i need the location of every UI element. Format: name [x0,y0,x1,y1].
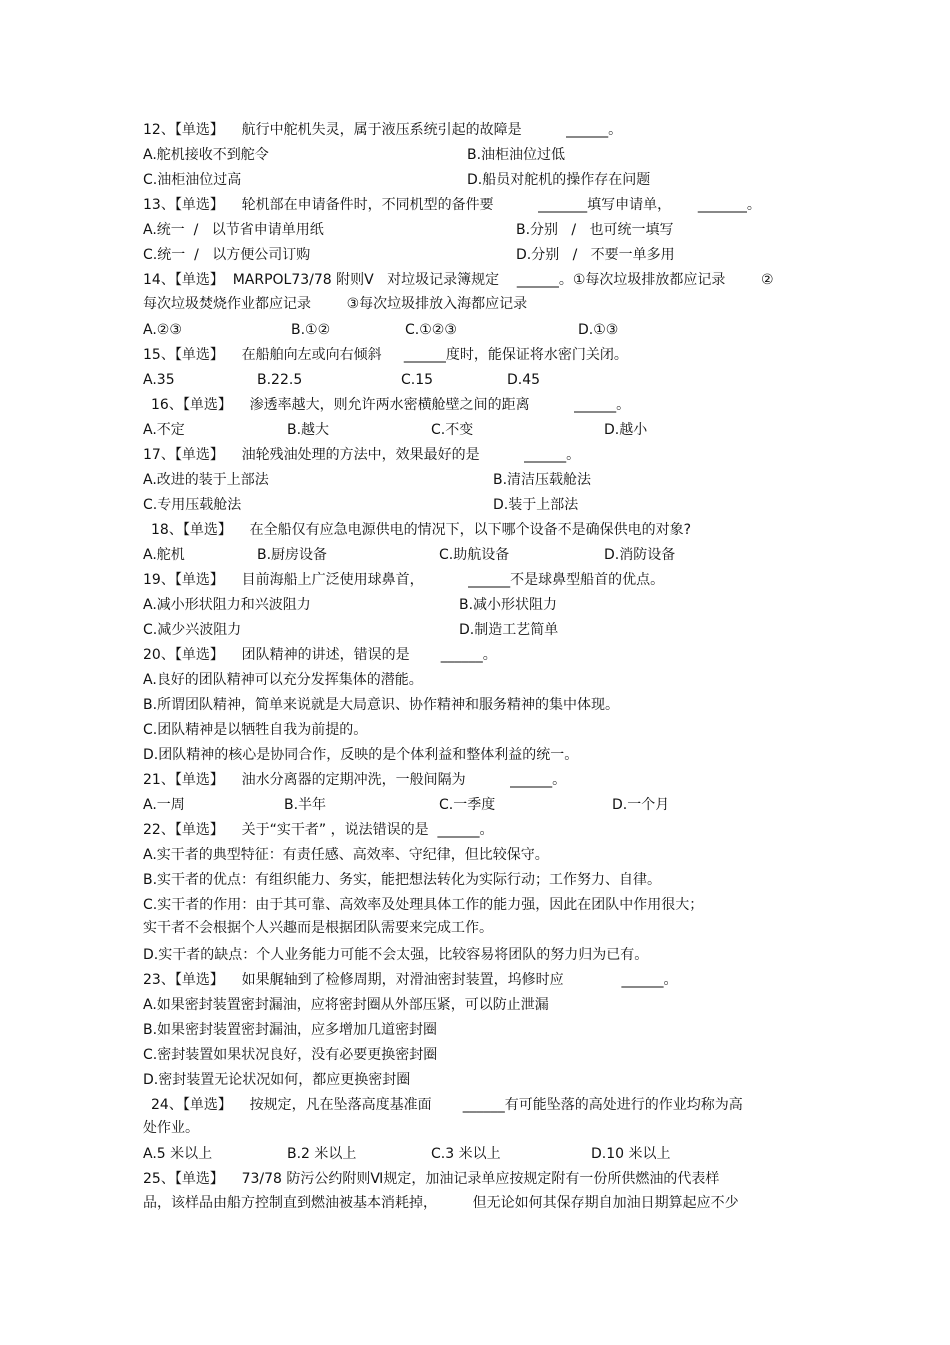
option-d: D.①③ [578,322,619,338]
option-b: B.油柜油位过低 [467,147,566,163]
option-b: B.厨房设备 [257,547,328,563]
option-c: C.统一 / 以方便公司订购 [143,247,311,263]
option-d: D.装于上部法 [493,497,579,513]
option-a: A.如果密封装置密封漏油，应将密封圈从外部压紧，可以防止泄漏 [143,997,549,1013]
option-a: A.良好的团队精神可以充分发挥集体的潜能。 [143,672,423,688]
option-c: C.3 米以上 [431,1146,501,1162]
option-c-cont: 实干者不会根据个人兴趣而是根据团队需要来完成工作。 [143,920,493,936]
option-d: D.45 [507,372,541,388]
option-d: D.一个月 [612,797,670,813]
option-b: B.分别 / 也可统一填写 [516,222,674,238]
option-b: B.实干者的优点：有组织能力、务实，能把想法转化为实际行动；工作努力、自律。 [143,872,662,888]
question-14-stem-cont: 每次垃圾焚烧作业都应记录 ③每次垃圾排放入海都应记录 [143,296,528,312]
option-d: D.制造工艺简单 [459,622,559,638]
option-a: A.改进的装于上部法 [143,472,269,488]
option-b: B.22.5 [257,372,303,388]
option-a: A.舵机接收不到舵令 [143,147,269,163]
question-25-stem-cont: 品，该样品由船方控制直到燃油被基本消耗掉， 但无论如何其保存期自加油日期算起应不少 [143,1195,739,1211]
option-c: C.减少兴波阻力 [143,622,242,638]
question-23-stem: 23、【单选】 如果艉轴到了检修周期，对滑油密封装置，坞修时应 ______。 [143,972,678,988]
question-24-stem: 24、【单选】 按规定，凡在坠落高度基准面 ______有可能坠落的高处进行的作业均称为高 [151,1097,743,1113]
option-a: A.统一 / 以节省申请单用纸 [143,222,324,238]
question-24-stem-cont: 处作业。 [143,1120,199,1136]
question-16-stem: 16、【单选】 渗透率越大，则允许两水密横舱壁之间的距离 ______。 [151,397,631,413]
option-a: A.②③ [143,322,182,338]
question-12-stem: 12、【单选】 航行中舵机失灵，属于液压系统引起的故障是 ______。 [143,122,623,138]
option-b: B.所谓团队精神，简单来说就是大局意识、协作精神和服务精神的集中体现。 [143,697,620,713]
option-d: D.实干者的缺点：个人业务能力可能不会太强，比较容易将团队的努力归为已有。 [143,947,649,963]
option-c: C.专用压载舱法 [143,497,242,513]
option-d: D.密封装置无论状况如何，都应更换密封圈 [143,1072,411,1088]
option-a: A.减小形状阻力和兴波阻力 [143,597,311,613]
option-b: B.越大 [287,422,330,438]
option-c: C.助航设备 [439,547,510,563]
option-c: C.团队精神是以牺牲自我为前提的。 [143,722,368,738]
question-13-stem: 13、【单选】 轮机部在申请备件时，不同机型的备件要 _______填写申请单， _______。 [143,197,761,213]
option-a: A.一周 [143,797,185,813]
option-c: C.15 [401,372,434,388]
question-20-stem: 20、【单选】 团队精神的讲述，错误的是 ______。 [143,647,497,663]
option-c: C.密封装置如果状况良好，没有必要更换密封圈 [143,1047,438,1063]
question-25-stem: 25、【单选】 73/78 防污公约附则Ⅵ规定，加油记录单应按规定附有一份所供燃油的代表样 [143,1171,720,1187]
option-c: C.①②③ [405,322,457,338]
question-18-stem: 18、【单选】 在全船仅有应急电源供电的情况下，以下哪个设备不是确保供电的对象? [151,522,692,538]
option-b: B.①② [291,322,331,338]
question-19-stem: 19、【单选】 目前海船上广泛使用球鼻首， ______不是球鼻型船首的优点。 [143,572,665,588]
question-22-stem: 22、【单选】 关于“实干者” ，说法错误的是 ______。 [143,822,494,838]
option-d: D.越小 [604,422,648,438]
option-b: B.清洁压载舱法 [493,472,592,488]
option-a: A.实干者的典型特征：有责任感、高效率、守纪律，但比较保守。 [143,847,549,863]
question-21-stem: 21、【单选】 油水分离器的定期冲洗，一般间隔为 ______。 [143,772,567,788]
option-b: B.减小形状阻力 [459,597,558,613]
option-a: A.不定 [143,422,185,438]
option-c: C.油柜油位过高 [143,172,242,188]
question-17-stem: 17、【单选】 油轮残油处理的方法中，效果最好的是 ______。 [143,447,581,463]
option-c: C.一季度 [439,797,496,813]
option-c: C.实干者的作用：由于其可靠、高效率及处理具体工作的能力强，因此在团队中作用很大； [143,897,704,913]
option-d: D.团队精神的核心是协同合作，反映的是个体利益和整体利益的统一。 [143,747,579,763]
option-d: D.船员对舵机的操作存在问题 [467,172,651,188]
option-d: D.分别 / 不要一单多用 [516,247,675,263]
option-b: B.半年 [284,797,327,813]
option-a: A.35 [143,372,175,388]
question-14-stem: 14、【单选】 MARPOL73/78 附则Ⅴ 对垃圾记录簿规定 ______。①每次垃圾排放都应记录 ② [143,272,774,288]
option-c: C.不变 [431,422,474,438]
option-a: A.5 米以上 [143,1146,213,1162]
option-d: D.10 米以上 [591,1146,671,1162]
option-b: B.2 米以上 [287,1146,357,1162]
question-15-stem: 15、【单选】 在船舶向左或向右倾斜 ______度时，能保证将水密门关闭。 [143,347,628,363]
option-d: D.消防设备 [604,547,676,563]
option-b: B.如果密封装置密封漏油，应多增加几道密封圈 [143,1022,438,1038]
option-a: A.舵机 [143,547,185,563]
